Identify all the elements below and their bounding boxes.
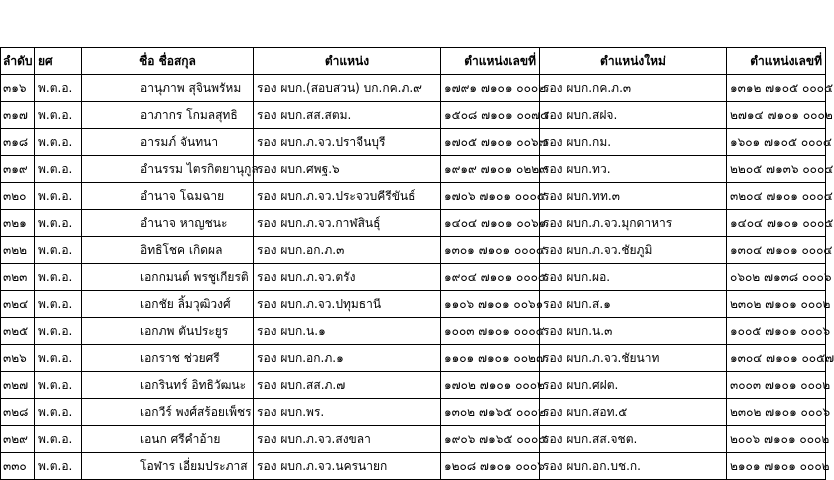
cell-name: เอกภพ ตันประยูร xyxy=(82,318,254,345)
cell-new-position-number: ๒๐๐๖ ๗๑๐๑ ๐๐๐๒ xyxy=(727,426,826,453)
cell-new-position: รอง ผบก.กม. xyxy=(540,129,727,156)
cell-position-number: ๑๙๐๔ ๗๑๐๑ ๐๐๐๕ xyxy=(441,264,540,291)
table-row xyxy=(1,156,826,183)
cell-name: อาภากร โกมลสุทธิ xyxy=(82,102,254,129)
cell-name: อิทธิโชค เกิดผล xyxy=(82,237,254,264)
cell-new-position-number: ๒๑๐๑ ๗๑๐๑ ๐๐๐๒ xyxy=(727,453,826,480)
cell-order: ๓๒๕ xyxy=(1,318,35,345)
cell-name: เอกรินทร์ อิทธิวัฒนะ xyxy=(82,372,254,399)
cell-new-position: รอง ผบก.ภ.จว.ชัยนาท xyxy=(540,345,727,372)
cell-name: อำนรรม ไตรกิตยานุกูล xyxy=(82,156,254,183)
personnel-table xyxy=(0,47,834,480)
cell-name: อำนาจ โฉมฉาย xyxy=(82,183,254,210)
table-row xyxy=(1,102,826,129)
table-body xyxy=(1,75,834,480)
cell-position: รอง ผบก.ภ.จว.ปทุมธานี xyxy=(254,291,441,318)
cell-order: ๓๒๓ xyxy=(1,264,35,291)
cell-position-number: ๑๐๐๓ ๗๑๐๑ ๐๐๐๕ xyxy=(441,318,540,345)
cell-new-position: รอง ผบก.ศฝต. xyxy=(540,372,727,399)
cell-position: รอง ผบก.(สอบสวน) บก.กค.ภ.๙ xyxy=(254,75,441,102)
cell-name: เอกวีร์ พงศ์สร้อยเพ็ชร xyxy=(82,399,254,426)
cell-rank: พ.ต.อ. xyxy=(35,318,82,345)
cell-position: รอง ผบก.ภ.จว.ประจวบคีรีขันธ์ xyxy=(254,183,441,210)
cell-position: รอง ผบก.ภ.จว.ตรัง xyxy=(254,264,441,291)
cell-new-position: รอง ผบก.ผอ. xyxy=(540,264,727,291)
cell-order: ๓๒๗ xyxy=(1,372,35,399)
cell-order: ๓๑๖ xyxy=(1,75,35,102)
cell-new-position: รอง ผบก.ทว. xyxy=(540,156,727,183)
cell-position-number: ๑๑๐๖ ๗๑๐๑ ๐๐๖๑ xyxy=(441,291,540,318)
cell-name: อารมภ์ จันทนา xyxy=(82,129,254,156)
header-new-position: ตำแหน่งใหม่ xyxy=(540,48,727,75)
header-rank: ยศ xyxy=(35,48,82,75)
cell-rank: พ.ต.อ. xyxy=(35,102,82,129)
cell-order: ๓๓๐ xyxy=(1,453,35,480)
cell-new-position: รอง ผบก.ส.๑ xyxy=(540,291,727,318)
table-row xyxy=(1,183,826,210)
cell-rank: พ.ต.อ. xyxy=(35,264,82,291)
cell-position-number: ๑๗๙๑ ๗๑๐๑ ๐๐๐๒ xyxy=(441,75,540,102)
cell-position: รอง ผบก.อก.ภ.๓ xyxy=(254,237,441,264)
cell-new-position-number: ๑๓๐๔ ๗๑๐๑ ๐๐๐๔ xyxy=(727,237,826,264)
cell-new-position: รอง ผบก.น.๓ xyxy=(540,318,727,345)
cell-position: รอง ผบก.อก.ภ.๑ xyxy=(254,345,441,372)
cell-rank: พ.ต.อ. xyxy=(35,75,82,102)
cell-order: ๓๑๘ xyxy=(1,129,35,156)
table-header-row xyxy=(1,48,826,75)
cell-new-position-number: ๒๒๐๕ ๗๑๓๖ ๐๐๐๔ xyxy=(727,156,826,183)
cell-new-position: รอง ผบก.ภ.จว.มุกดาหาร xyxy=(540,210,727,237)
cell-name: อานุภาพ สุจินพรัหม xyxy=(82,75,254,102)
cell-rank: พ.ต.อ. xyxy=(35,156,82,183)
cell-new-position-number: ๑๓๐๔ ๗๑๐๑ ๐๐๕๗ xyxy=(727,345,826,372)
table-row xyxy=(1,345,826,372)
table-row xyxy=(1,264,826,291)
cell-new-position-number: ๐๖๐๒ ๗๑๓๘ ๐๐๐๖ xyxy=(727,264,826,291)
cell-position-number: ๑๒๐๘ ๗๑๐๑ ๐๐๐๖ xyxy=(441,453,540,480)
table-row xyxy=(1,291,826,318)
cell-new-position-number: ๒๓๐๒ ๗๑๐๑ ๐๐๐๖ xyxy=(727,399,826,426)
cell-position-number: ๑๗๐๕ ๗๑๐๑ ๐๐๖๗ xyxy=(441,129,540,156)
cell-name: เอกชัย ลิ้มวุฒิวงศ์ xyxy=(82,291,254,318)
cell-new-position-number: ๑๐๐๕ ๗๑๐๑ ๐๐๐๖ xyxy=(727,318,826,345)
cell-new-position-number: ๓๐๐๓ ๗๑๐๑ ๐๐๐๒ xyxy=(727,372,826,399)
table-row xyxy=(1,426,826,453)
table-row xyxy=(1,210,826,237)
cell-position-number: ๑๓๐๑ ๗๑๐๑ ๐๐๐๔ xyxy=(441,237,540,264)
cell-order: ๓๑๗ xyxy=(1,102,35,129)
header-new-position-number: ตำแหน่งเลขที่ xyxy=(727,48,826,75)
cell-rank: พ.ต.อ. xyxy=(35,183,82,210)
cell-rank: พ.ต.อ. xyxy=(35,426,82,453)
cell-position: รอง ผบก.พร. xyxy=(254,399,441,426)
cell-order: ๓๒๙ xyxy=(1,426,35,453)
cell-new-position: รอง ผบก.อก.บช.ก. xyxy=(540,453,727,480)
cell-new-position: รอง ผบก.กค.ภ.๓ xyxy=(540,75,727,102)
cell-rank: พ.ต.อ. xyxy=(35,210,82,237)
cell-position: รอง ผบก.ศพฐ.๖ xyxy=(254,156,441,183)
cell-name: เอนก ศรีคำอ้าย xyxy=(82,426,254,453)
cell-rank: พ.ต.อ. xyxy=(35,345,82,372)
table-row xyxy=(1,453,826,480)
cell-position: รอง ผบก.ภ.จว.สงขลา xyxy=(254,426,441,453)
cell-name: อำนาจ หาญชนะ xyxy=(82,210,254,237)
cell-order: ๓๒๑ xyxy=(1,210,35,237)
cell-new-position-number: ๓๒๐๔ ๗๑๐๑ ๐๐๐๔ xyxy=(727,183,826,210)
cell-new-position-number: ๑๔๐๔ ๗๑๐๑ ๐๐๐๕ xyxy=(727,210,826,237)
header-position-number: ตำแหน่งเลขที่ xyxy=(441,48,540,75)
cell-position: รอง ผบก.สส.สตม. xyxy=(254,102,441,129)
table-row xyxy=(1,372,826,399)
cell-new-position-number: ๑๖๐๑ ๗๑๐๕ ๐๐๐๔ xyxy=(727,129,826,156)
cell-name: เอกราช ช่วยศรี xyxy=(82,345,254,372)
cell-new-position: รอง ผบก.สอท.๕ xyxy=(540,399,727,426)
cell-order: ๓๒๖ xyxy=(1,345,35,372)
cell-order: ๓๒๐ xyxy=(1,183,35,210)
table-row xyxy=(1,129,826,156)
cell-new-position-number: ๒๗๑๔ ๗๑๐๑ ๐๐๐๒ xyxy=(727,102,826,129)
cell-new-position: รอง ผบก.ทท.๓ xyxy=(540,183,727,210)
table-row xyxy=(1,75,826,102)
cell-name: เอกกมนต์ พรชูเกียรติ xyxy=(82,264,254,291)
cell-position-number: ๑๙๑๙ ๗๑๐๑ ๐๒๒๙ xyxy=(441,156,540,183)
cell-position-number: ๑๗๐๖ ๗๑๐๑ ๐๐๐๕ xyxy=(441,183,540,210)
header-name: ชื่อ ชื่อสกุล xyxy=(82,48,254,75)
cell-new-position: รอง ผบก.สส.จชต. xyxy=(540,426,727,453)
table-row xyxy=(1,237,826,264)
cell-position-number: ๑๔๐๔ ๗๑๐๑ ๐๐๖๑ xyxy=(441,210,540,237)
cell-position: รอง ผบก.สส.ภ.๗ xyxy=(254,372,441,399)
cell-rank: พ.ต.อ. xyxy=(35,237,82,264)
table-row xyxy=(1,399,826,426)
cell-position: รอง ผบก.ภ.จว.ปราจีนบุรี xyxy=(254,129,441,156)
cell-rank: พ.ต.อ. xyxy=(35,129,82,156)
header-order: ลำดับ xyxy=(1,48,35,75)
cell-new-position: รอง ผบก.ภ.จว.ชัยภูมิ xyxy=(540,237,727,264)
cell-name: โอฬาร เอี่ยมประภาส xyxy=(82,453,254,480)
cell-rank: พ.ต.อ. xyxy=(35,453,82,480)
cell-rank: พ.ต.อ. xyxy=(35,372,82,399)
header-position: ตำแหน่ง xyxy=(254,48,441,75)
cell-position-number: ๑๑๐๑ ๗๑๐๑ ๐๐๒๗ xyxy=(441,345,540,372)
cell-position-number: ๑๙๐๖ ๗๑๖๕ ๐๐๐๕ xyxy=(441,426,540,453)
cell-rank: พ.ต.อ. xyxy=(35,399,82,426)
cell-new-position-number: ๑๓๑๒ ๗๑๐๕ ๐๐๐๕ xyxy=(727,75,826,102)
table-row xyxy=(1,318,826,345)
cell-order: ๓๑๙ xyxy=(1,156,35,183)
cell-order: ๓๒๔ xyxy=(1,291,35,318)
cell-new-position-number: ๒๓๐๒ ๗๑๐๑ ๐๐๐๒ xyxy=(727,291,826,318)
cell-new-position: รอง ผบก.สฝจ. xyxy=(540,102,727,129)
cell-position: รอง ผบก.น.๑ xyxy=(254,318,441,345)
cell-position-number: ๑๓๐๒ ๗๑๖๕ ๐๐๐๒ xyxy=(441,399,540,426)
cell-position-number: ๑๗๐๒ ๗๑๐๑ ๐๐๐๒ xyxy=(441,372,540,399)
cell-rank: พ.ต.อ. xyxy=(35,291,82,318)
cell-order: ๓๒๒ xyxy=(1,237,35,264)
cell-position-number: ๑๕๐๘ ๗๑๐๑ ๐๐๗๔ xyxy=(441,102,540,129)
cell-position: รอง ผบก.ภ.จว.นครนายก xyxy=(254,453,441,480)
cell-position: รอง ผบก.ภ.จว.กาฬสินธุ์ xyxy=(254,210,441,237)
cell-order: ๓๒๘ xyxy=(1,399,35,426)
